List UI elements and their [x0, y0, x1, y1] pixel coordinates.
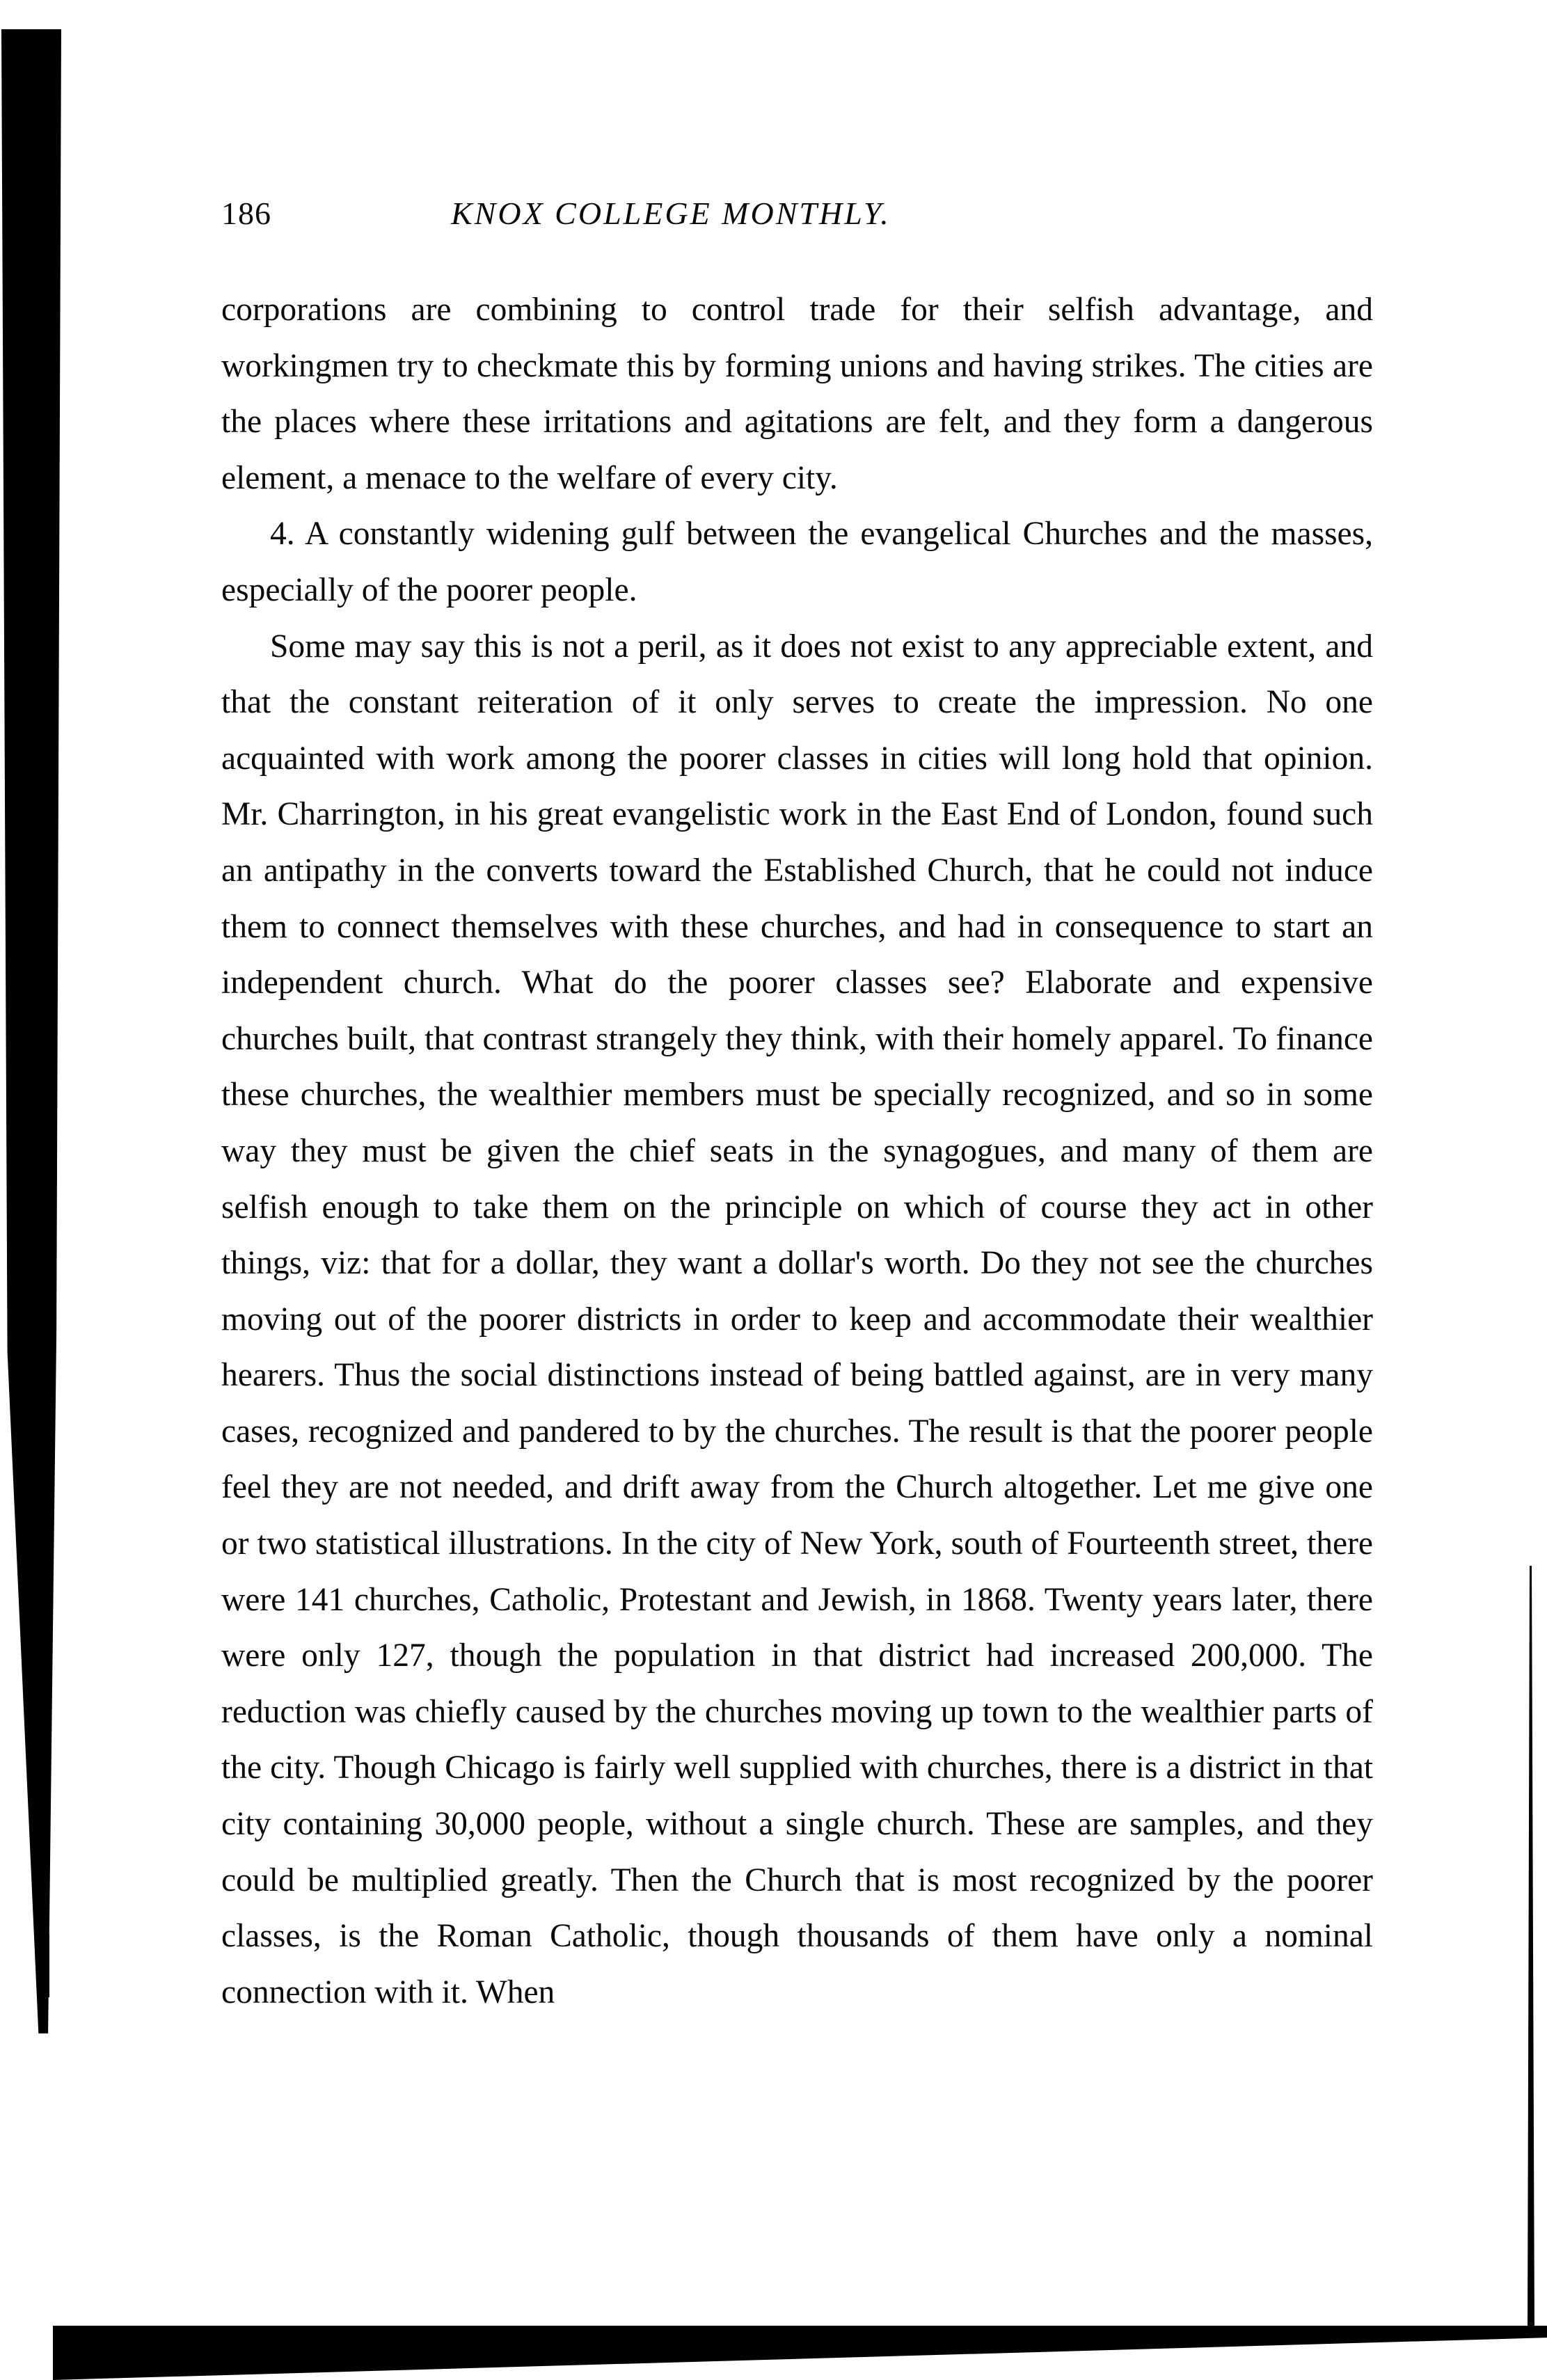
paragraph-1: corporations are combining to control trade for their selfish advantage, and workingmen try to checkmate this by forming unions and having strikes. The cities are the places where these irritations and agitations are felt, and they form a dangerous element, a menace to the welfare of every city.: [221, 292, 1373, 496]
paragraph-2-numbered-point: 4. A constantly widening gulf between the evangelical Churches and the masses, especially of the poorer people.: [221, 516, 1373, 608]
journal-title: KNOX COLLEGE MONTHLY.: [451, 196, 891, 231]
running-head: [221, 195, 1373, 237]
body-text: [221, 282, 1373, 2020]
scan-border-right: [1528, 1566, 1534, 2328]
paragraph-3: Some may say this is not a peril, as it does not exist to any appreciable extent, and that the constant reiteration of it only serves to create the impression. No one acquainted with work among the poorer classes in cities will long hold that opinion. Mr. Charrington, in his great evangelistic work in the East End of London, found such an antipathy in the converts toward the Established Church, that he could not induce them to connect themselves with these churches, and had in consequence to start an independent church. What do the poorer classes see? Elaborate and expensive churches built, that contrast strangely they think, with their homely apparel. To finance these churches, the wealthier members must be specially recognized, and so in some way they must be given the chief seats in the synagogues, and many of them are selfish enough to take them on the principle on which of course they act in other things, viz: that for a dollar, they want a dollar's worth. Do they not see the churches moving out of the poorer districts in order to keep and accommodate their wealthier hearers. Thus the social distinctions instead of being battled against, are in very many cases, recognized and pandered to by the churches. The result is that the poorer people feel they are not needed, and drift away from the Church altogether. Let me give one or two statistical illustrations. In the city of New York, south of Fourteenth street, there were 141 churches, Catholic, Protestant and Jewish, in 1868. Twenty years later, there were only 127, though the population in that district had increased 200,000. The reduction was chiefly caused by the churches moving up town to the wealthier parts of the city. Though Chicago is fairly well supplied with churches, there is a district in that city containing 30,000 people, without a single church. These are samples, and they could be multiplied greatly. Then the Church that is most recognized by the poorer classes, is the Roman Catholic, though thousands of them have only a nominal connection with it. When: [221, 628, 1373, 2010]
scan-border-bottom: [53, 2326, 1547, 2380]
scan-border-left-tail: [45, 1935, 49, 1997]
document-page: [221, 195, 1373, 2020]
page-number: 186: [221, 196, 271, 231]
scan-border-left: [1, 29, 61, 2033]
